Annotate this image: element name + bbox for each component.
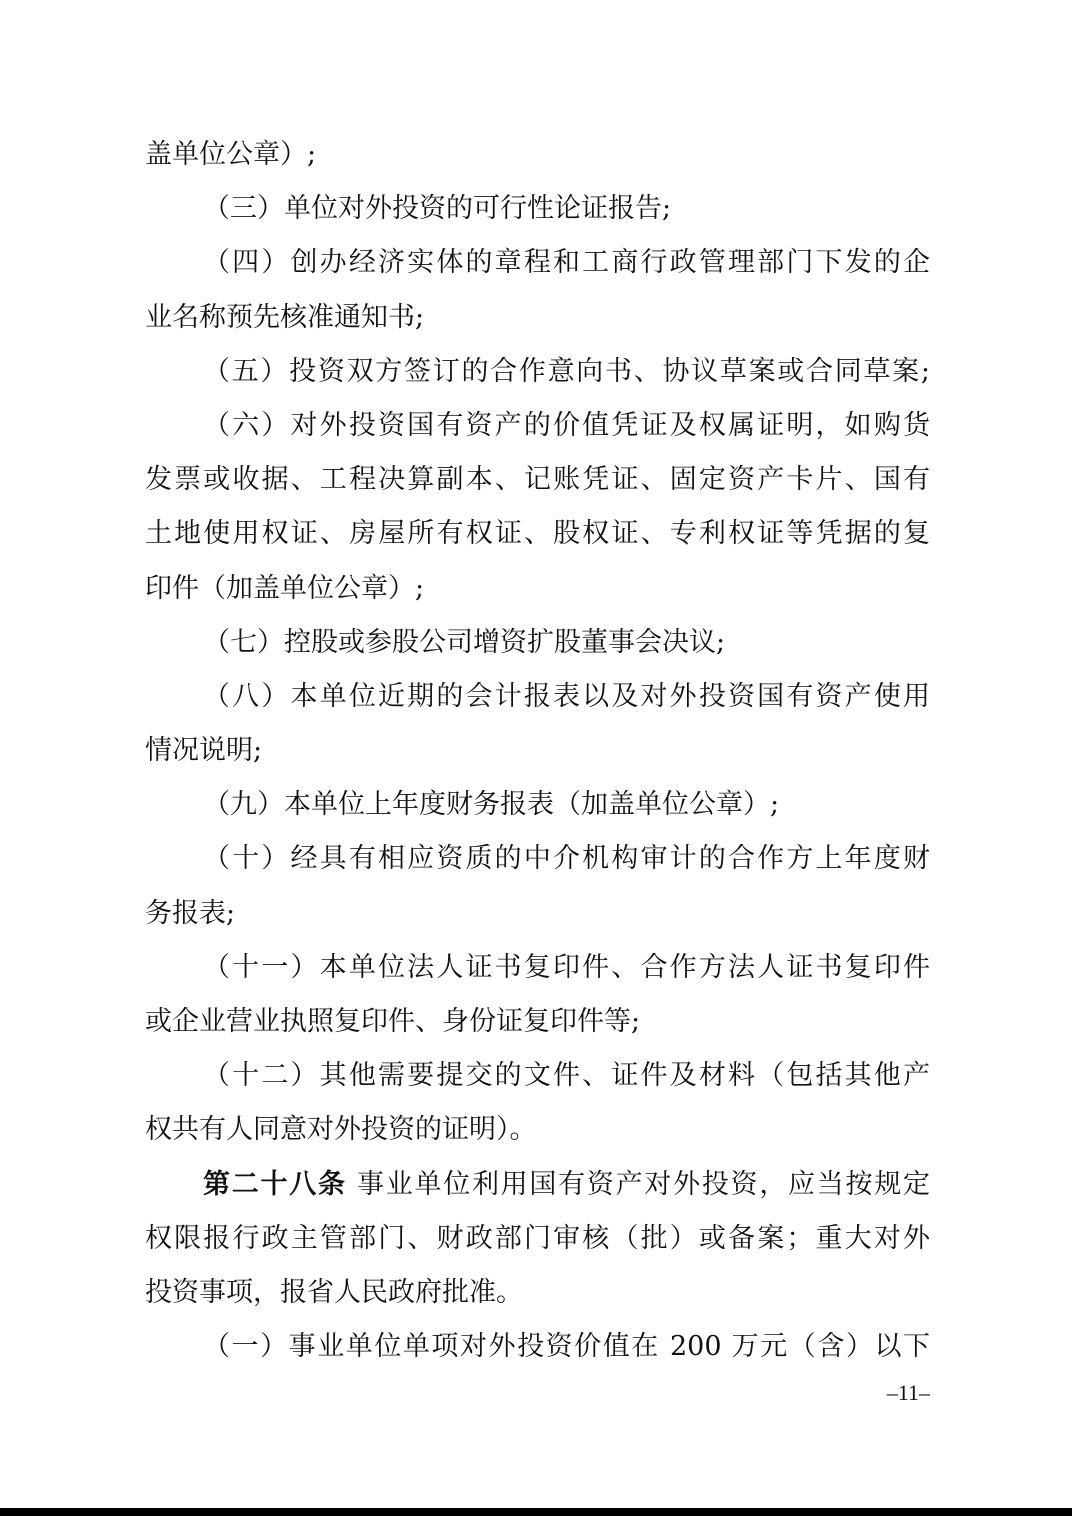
line-text: （一）事业单位单项对外投资价值在 200 万元（含）以下	[203, 1331, 930, 1363]
line-text: （六）对外投资国有资产的价值凭证及权属证明，如购货	[203, 409, 930, 441]
text-line	[145, 507, 930, 561]
line-text: （七）控股或参股公司增资扩股董事会决议;	[203, 626, 726, 658]
text-line	[145, 887, 930, 941]
text-line	[145, 832, 930, 886]
line-text: （九）本单位上年度财务报表（加盖单位公章）;	[203, 789, 780, 821]
line-text: （十一）本单位法人证书复印件、合作方法人证书复印件	[203, 951, 930, 983]
text-line	[145, 1103, 930, 1157]
line-text: 或企业营业执照复印件、身份证复印件等;	[145, 1006, 641, 1037]
line-text: （十）经具有相应资质的中介机构审计的合作方上年度财	[203, 843, 930, 875]
line-text: （四）创办经济实体的章程和工商行政管理部门下发的企	[203, 247, 930, 279]
line-text: 务报表;	[145, 897, 236, 929]
text-line	[145, 291, 930, 345]
text-line	[145, 1158, 930, 1212]
text-line	[145, 670, 930, 724]
article-heading: 第二十八条	[203, 1168, 347, 1200]
text-line	[145, 453, 930, 507]
text-line	[145, 941, 930, 995]
line-text: （八）本单位近期的会计报表以及对外投资国有资产使用	[203, 680, 930, 712]
bottom-border-rule	[0, 1508, 1072, 1516]
text-line	[145, 1212, 930, 1266]
text-line	[145, 1049, 930, 1103]
line-text: 盖单位公章）;	[145, 139, 317, 170]
text-line	[145, 1320, 930, 1374]
line-text: （三）单位对外投资的可行性论证报告;	[203, 193, 672, 225]
line-text: 权限报行政主管部门、财政部门审核（批）或备案；重大对外	[145, 1222, 930, 1254]
text-line	[145, 399, 930, 453]
line-text: 发票或收据、工程决算副本、记账凭证、固定资产卡片、国有	[145, 464, 930, 496]
line-text: 事业单位利用国有资产对外投资，应当按规定	[346, 1168, 930, 1200]
text-line	[145, 995, 930, 1049]
line-text: 权共有人同意对外投资的证明）。	[145, 1114, 537, 1146]
text-line	[145, 128, 930, 182]
line-text: 投资事项，报省人民政府批准。	[145, 1276, 523, 1308]
text-line	[145, 1266, 930, 1320]
text-line	[145, 182, 930, 236]
line-text: （十二）其他需要提交的文件、证件及材料（包括其他产	[203, 1060, 930, 1092]
line-text: （五）投资双方签订的合作意向书、协议草案或合同草案;	[203, 355, 930, 387]
line-text: 土地使用权证、房屋所有权证、股权证、专利权证等凭据的复	[145, 518, 930, 550]
page-number: –11–	[886, 1380, 930, 1405]
text-line	[145, 562, 930, 616]
line-text: 情况说明;	[145, 735, 263, 767]
text-line	[145, 616, 930, 670]
body-text	[145, 128, 930, 1374]
text-line	[145, 724, 930, 778]
text-line	[145, 236, 930, 290]
text-line	[145, 345, 930, 399]
text-line	[145, 778, 930, 832]
line-text: 业名称预先核准通知书;	[145, 301, 425, 333]
line-text: 印件（加盖单位公章）;	[145, 572, 425, 604]
